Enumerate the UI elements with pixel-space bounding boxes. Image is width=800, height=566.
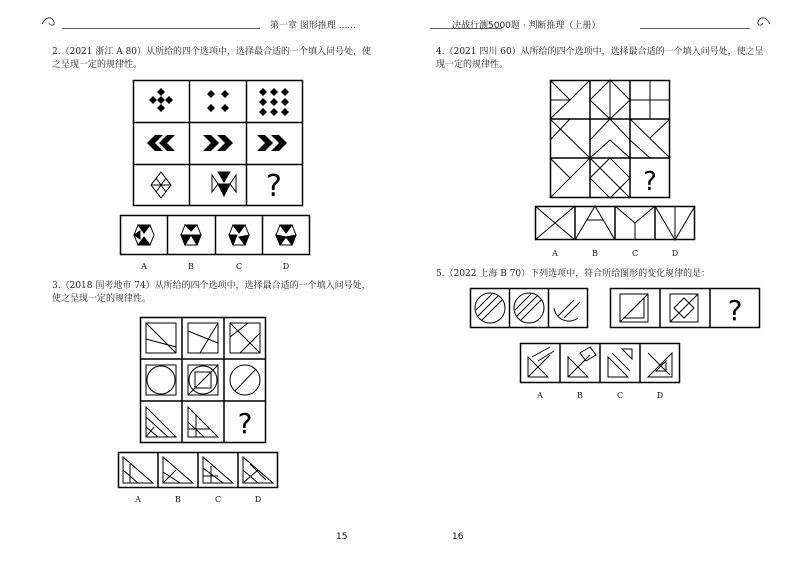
q2-question-mark: ?	[266, 169, 282, 204]
q2-option-d-label: D	[282, 262, 290, 271]
question-3-text: 3.（2018 国考地市 74）从所给的四个选项中，选择最合适的一个填入问号处，使之呈现一定的规律性。	[52, 281, 371, 304]
q2-figure-grid	[133, 80, 303, 206]
right-page	[400, 0, 800, 566]
q5-sequence-1	[470, 288, 588, 328]
q2-options	[120, 215, 310, 255]
q3-options	[118, 452, 278, 488]
q5-options	[520, 343, 680, 383]
header-rule	[62, 28, 260, 29]
q4-option-d-label: D	[671, 249, 679, 258]
q4-options	[535, 206, 695, 240]
q5-option-d-label: D	[656, 391, 664, 400]
q3-option-d-label: D	[254, 495, 262, 504]
q2-option-a-label: A	[141, 262, 147, 271]
corner-ornament-icon	[752, 14, 772, 28]
q2-option-b-label: B	[188, 262, 194, 271]
q3-option-a-label: A	[135, 495, 141, 504]
header-rule	[640, 28, 750, 29]
q2-option-c-label: C	[235, 262, 243, 271]
page-number: 15	[336, 532, 348, 542]
page-number: 16	[452, 532, 464, 542]
q3-option-c-label: C	[214, 495, 222, 504]
q5-question-mark: ?	[727, 294, 743, 327]
q5-option-c-label: C	[616, 391, 624, 400]
question-2-text: 2.（2021 浙江 A 80）从所给的四个选项中，选择最合适的一个填入问号处，使之呈现一定的规律性。	[52, 47, 372, 70]
q3-question-mark: ?	[237, 407, 253, 440]
q5-option-a-label: A	[537, 391, 543, 400]
q4-question-mark: ?	[643, 167, 657, 197]
q4-option-b-label: B	[592, 249, 598, 258]
question-5-text: 5.（2022 上海 B 70）下列选项中，符合所给图形的变化规律的是：	[436, 269, 711, 279]
q4-option-c-label: C	[631, 249, 639, 258]
q4-option-a-label: A	[552, 249, 558, 258]
q3-figure-grid	[140, 317, 266, 443]
running-header: 第一章 图形推理 ......	[270, 21, 356, 31]
question-4-text: 4.（2021 四川 60）从所给的四个选项中，选择最合适的一个填入问号处，使之呈现一定的规律性。	[436, 47, 764, 70]
q5-sequence-2	[610, 288, 760, 328]
corner-ornament-icon	[40, 14, 60, 28]
q4-figure-grid	[550, 80, 670, 198]
q5-option-b-label: B	[577, 391, 583, 400]
q3-option-b-label: B	[175, 495, 181, 504]
running-header: 决战行测5000题 · 判断推理（上册）	[452, 21, 601, 31]
